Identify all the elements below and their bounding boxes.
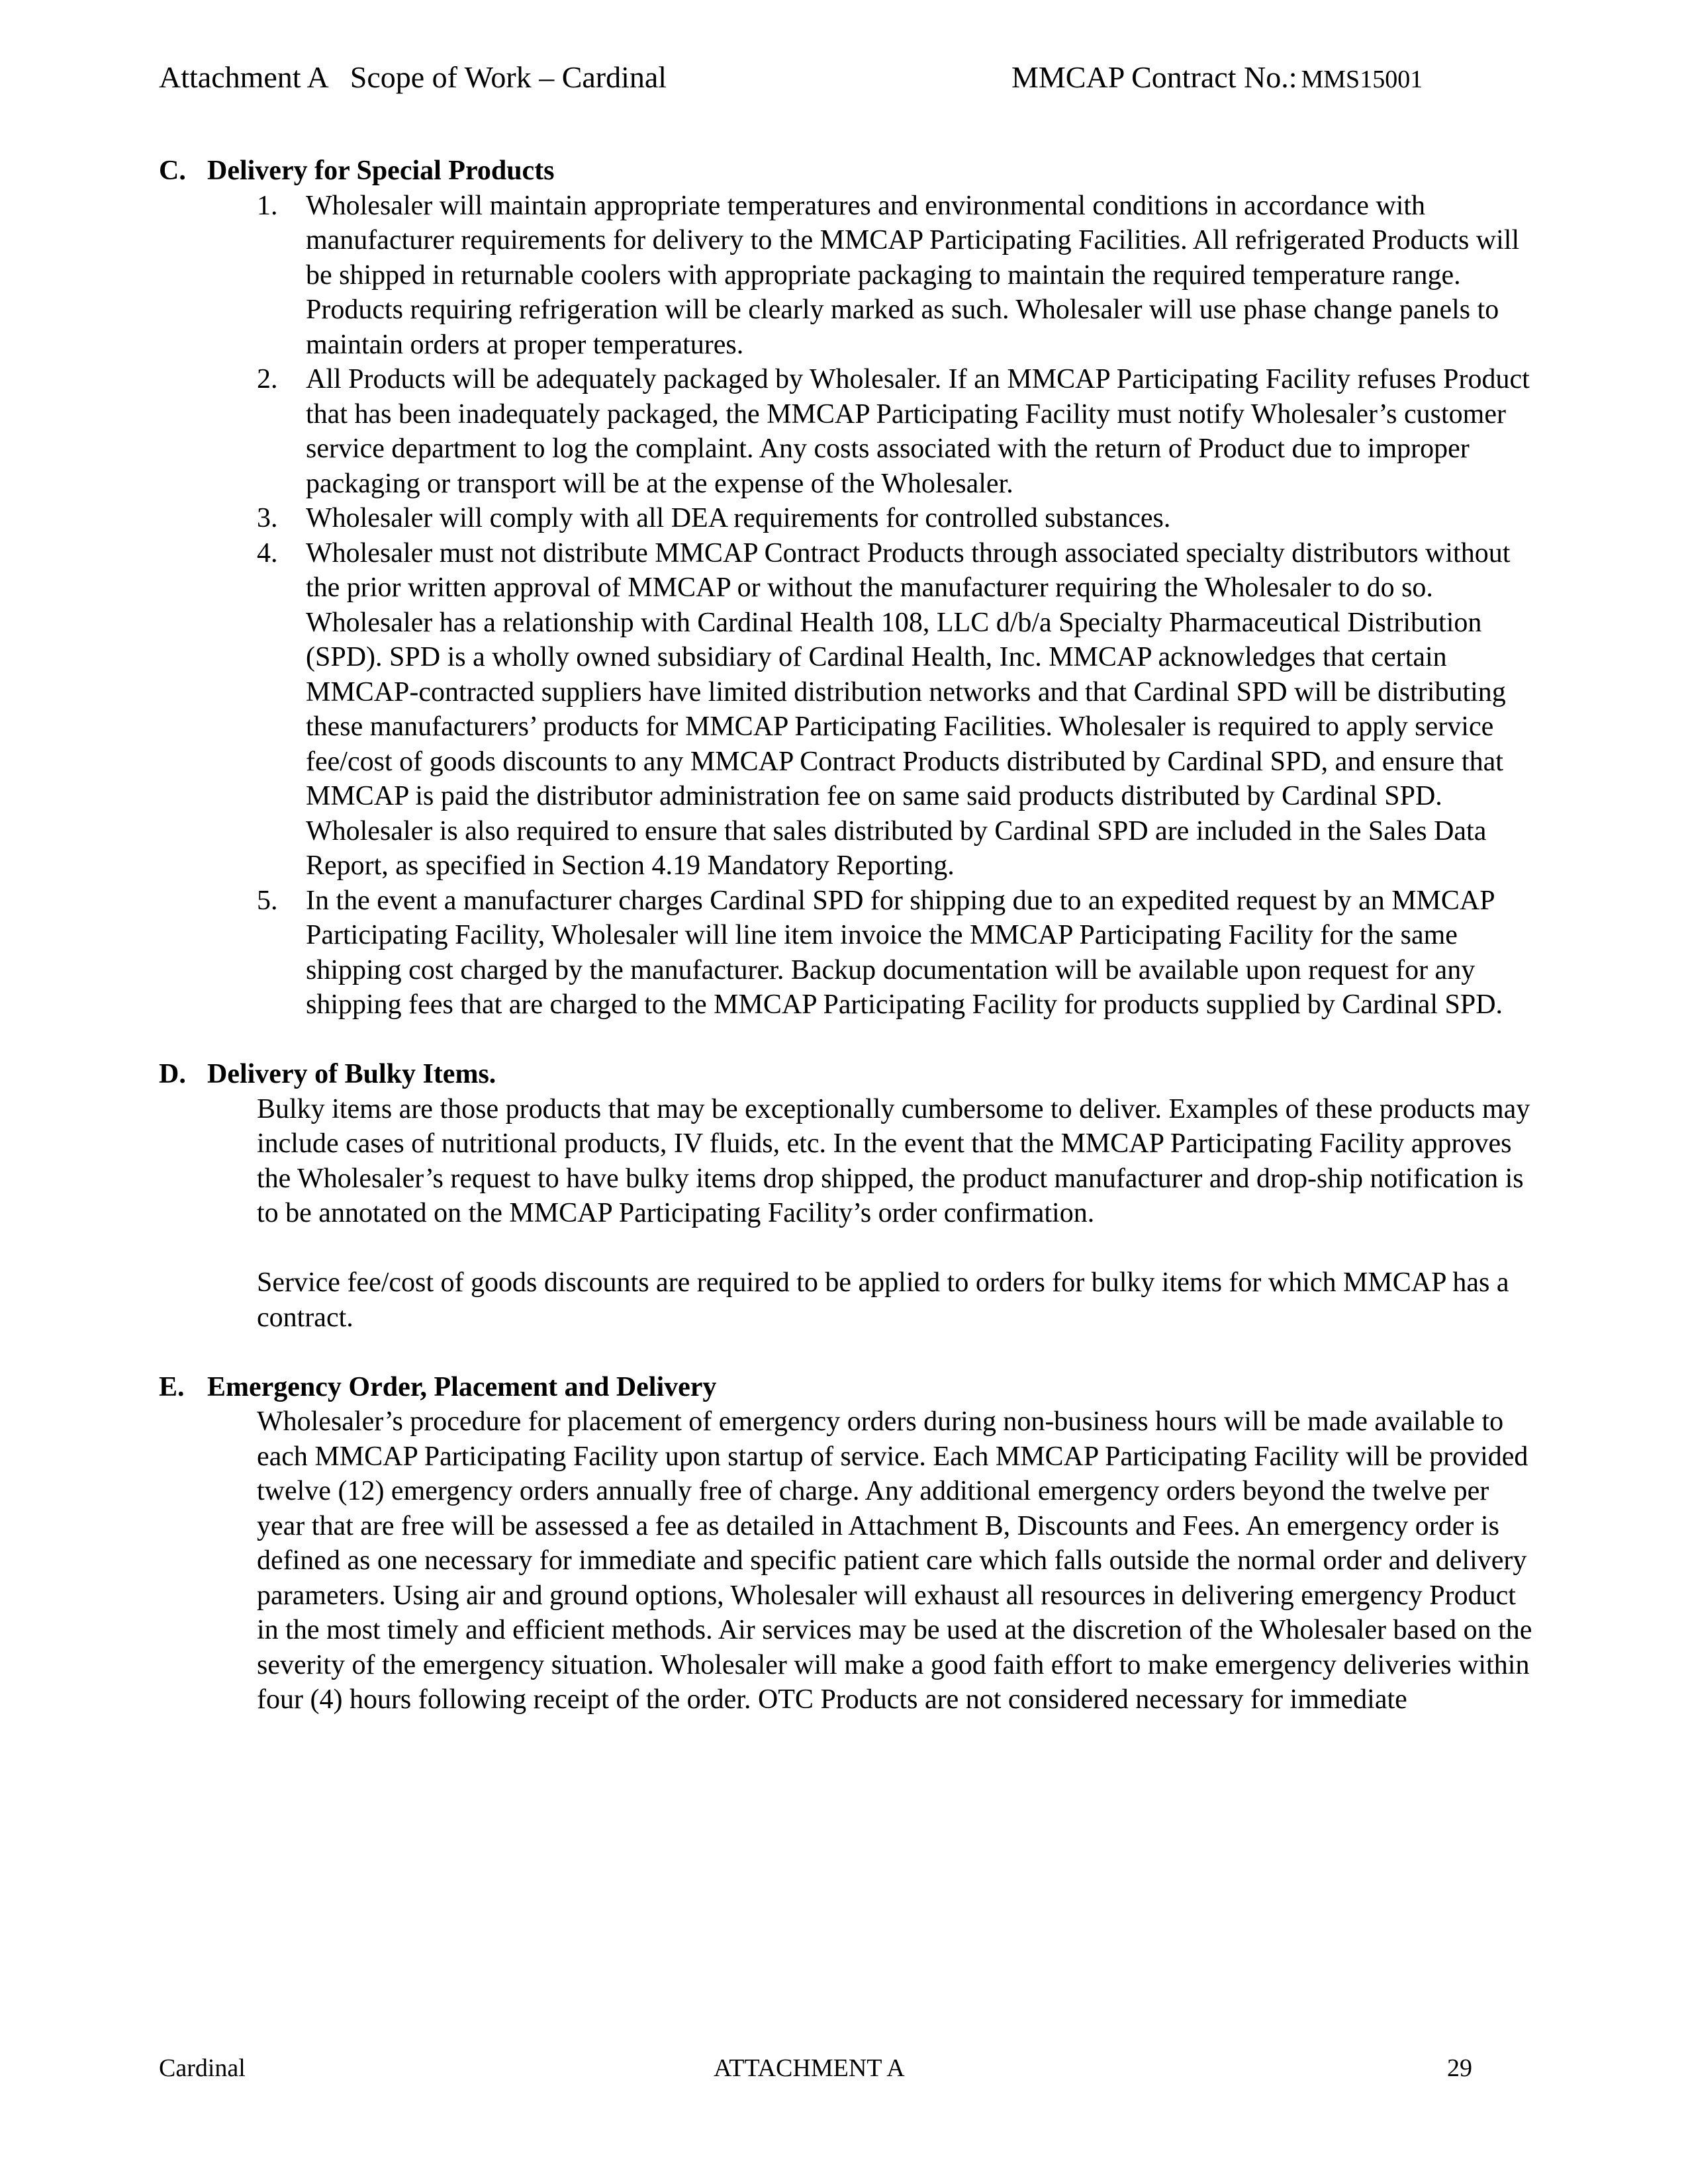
list-item-number: 1.: [257, 190, 278, 221]
list-item: [159, 189, 1542, 363]
page-footer: [0, 2048, 1688, 2088]
list-item-number: 4.: [257, 537, 278, 569]
list-item-number: 3.: [257, 503, 278, 533]
section-title: Delivery of Bulky Items.: [207, 1059, 496, 1089]
list-item-text: All Products will be adequately packaged by Wholesaler. If an MMCAP Participating Facility refuses Product that has been inadequately packaged, the MMCAP Participating Facility must notify Wholesaler’s customer service department to log the complaint. Any costs associated with the return of Product due to improper packaging or transport will be at the expense of the Wholesaler.: [306, 364, 1530, 499]
paragraph: Wholesaler’s procedure for placement of emergency orders during non-business hours will be made available to each MMCAP Participating Facility upon startup of service. Each MMCAP Participating Facility will be provided twelve (12) emergency orders annually free of charge. Any additional emergency orders beyond the twelve per year that are free will be assessed a fee as detailed in Attachment B, Discounts and Fees. An emergency order is defined as one necessary for immediate and specific patient care which falls outside the normal order and delivery parameters. Using air and ground options, Wholesaler will exhaust all resources in delivering emergency Product in the most timely and efficient methods. Air services may be used at the discretion of the Wholesaler based on the severity of the emergency situation. Wholesaler will make a good faith effort to make emergency deliveries within four (4) hours following receipt of the order. OTC Products are not considered necessary for immediate: [257, 1406, 1532, 1715]
footer-company: Cardinal: [159, 2054, 246, 2082]
header-title: Attachment A Scope of Work – Cardinal: [159, 60, 667, 94]
paragraph: Service fee/cost of goods discounts are required to be applied to orders for bulky items for which MMCAP has a contract.: [257, 1267, 1509, 1333]
section-title: Delivery for Special Products: [207, 156, 555, 186]
list-item: [159, 884, 1542, 1023]
section-letter: E.: [159, 1371, 185, 1402]
list-item: [159, 536, 1542, 884]
header-contract: [1011, 54, 1423, 103]
list-item-text: Wholesaler must not distribute MMCAP Contract Products through associated specialty distributors without the prior written approval of MMCAP or without the manufacturer requiring the Wholesaler to do so. Wholesaler has a relationship with Cardinal Health 108, LLC d/b/a Specialty Pharmaceutical Distribution (SPD). SPD is a wholly owned subsidiary of Cardinal Health, Inc. MMCAP acknowledges that certain MMCAP-contracted suppliers have limited distribution networks and that Cardinal SPD will be distributing these manufacturers’ products for MMCAP Participating Facilities. Wholesaler is required to apply service fee/cost of goods discounts to any MMCAP Contract Products distributed by Cardinal SPD, and ensure that MMCAP is paid the distributor administration fee on same said products distributed by Cardinal SPD. Wholesaler is also required to ensure that sales distributed by Cardinal SPD are included in the Sales Data Report, as specified in Section 4.19 Mandatory Reporting.: [306, 537, 1511, 881]
page-body: [159, 154, 1542, 1717]
list-item: [159, 501, 1542, 536]
section-title: Emergency Order, Placement and Delivery: [207, 1371, 717, 1402]
list-item-number: 5.: [257, 885, 278, 916]
section-heading: [159, 1057, 1542, 1092]
section-e: [159, 1370, 1542, 1717]
footer-attachment: ATTACHMENT A: [714, 2054, 905, 2082]
section-heading: [159, 154, 1542, 189]
section-letter: C.: [159, 156, 186, 186]
section-heading: [159, 1370, 1542, 1405]
section-d: [159, 1057, 1542, 1335]
list-item-text: In the event a manufacturer charges Cardinal SPD for shipping due to an expedited request by an MMCAP Participating Facility, Wholesaler will line item invoice the MMCAP Participating Facility for the same shipping cost charged by the manufacturer. Backup documentation will be available upon request for any shipping fees that are charged to the MMCAP Participating Facility for products supplied by Cardinal SPD.: [306, 885, 1503, 1020]
paragraph: Bulky items are those products that may be exceptionally cumbersome to deliver. Examples of these products may include cases of nutritional products, IV fluids, etc. In the event that the MMCAP Participating Facility approves the Wholesaler’s request to have bulky items drop shipped, the product manufacturer and drop-ship notification is to be annotated on the MMCAP Participating Facility’s order confirmation.: [257, 1093, 1530, 1228]
spacer: [159, 1335, 1542, 1370]
spacer: [159, 1231, 1542, 1266]
list-item-text: Wholesaler will maintain appropriate temperatures and environmental conditions in accordance with manufacturer requirements for delivery to the MMCAP Participating Facilities. All refrigerated Products will be shipped in returnable coolers with appropriate packaging to maintain the required temperature range. Products requiring refrigeration will be clearly marked as such. Wholesaler will use phase change panels to maintain orders at proper temperatures.: [306, 190, 1520, 360]
list-item: [159, 362, 1542, 501]
section-letter: D.: [159, 1059, 186, 1089]
list-item-number: 2.: [257, 364, 278, 394]
list-item-text: Wholesaler will comply with all DEA requirements for controlled substances.: [306, 503, 1171, 533]
contract-label: MMCAP Contract No.:: [1011, 60, 1297, 94]
section-c: [159, 154, 1542, 1023]
page-number: 29: [1447, 2054, 1472, 2082]
spacer: [159, 1023, 1542, 1058]
page-header: [0, 54, 1688, 101]
contract-number: MMS15001: [1301, 66, 1423, 93]
numbered-list: [159, 189, 1542, 1023]
